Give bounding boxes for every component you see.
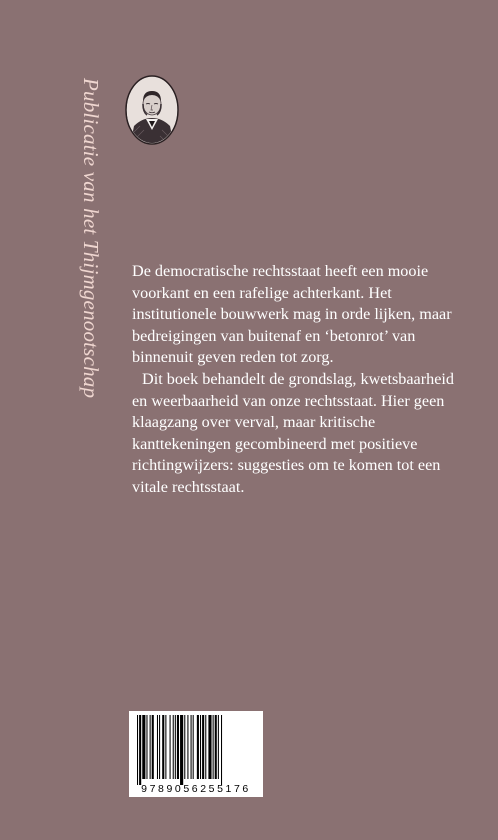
barcode-bar — [215, 715, 217, 779]
isbn-number: 9789056255176 — [141, 783, 251, 795]
barcode-bar — [205, 715, 206, 779]
publisher-series-title: Publicatie van het Thijmgenootschap — [79, 78, 103, 399]
barcode-bar — [175, 715, 176, 779]
barcode-bar — [197, 715, 199, 779]
barcode-bar — [170, 715, 171, 779]
barcode-bar — [177, 715, 179, 779]
barcode-bar — [200, 715, 201, 779]
barcode-bar — [152, 715, 154, 779]
barcode-bar — [159, 715, 160, 779]
barcode-bar — [187, 715, 188, 779]
barcode-bar — [142, 715, 145, 779]
blurb-paragraph-1: De democratische rechtsstaat heeft een mooie voorkant en een rafelige achterkant. Het institutionele bouwwerk mag in orde lijken, maar bedreigingen van buitenaf en ‘betonrot’ van binnenuit geven reden tot zorg. — [132, 262, 452, 367]
barcode-bar — [208, 715, 211, 779]
barcode-bar — [218, 715, 219, 779]
barcode-bar — [191, 715, 192, 779]
barcode-bar — [180, 715, 183, 785]
barcode-bar — [173, 715, 174, 779]
barcode-bar — [137, 715, 138, 785]
barcode-bar — [165, 715, 166, 779]
barcode-bar — [193, 715, 194, 779]
barcode-bar — [162, 715, 164, 779]
barcode-bar — [157, 715, 158, 779]
barcode-bar — [184, 715, 185, 779]
barcode-bar — [221, 715, 222, 785]
barcode-bar — [213, 715, 214, 779]
barcode-bar — [146, 715, 147, 779]
barcode-bar — [139, 715, 141, 785]
isbn-barcode — [129, 711, 263, 797]
blurb-paragraph-2: Dit boek behandelt de grondslag, kwetsbaarheid en weerbaarheid van onze rechtsstaat. Hier geen klaagzang over verval, maar kritische kanttekeningen gecombineerd met positieve richtingwijzers: suggesties om te komen tot een vitale rechtsstaat. — [132, 369, 454, 496]
barcode-bar — [202, 715, 204, 779]
back-cover-blurb — [132, 261, 472, 499]
portrait-logo — [124, 74, 180, 146]
barcode-bar — [150, 715, 151, 779]
